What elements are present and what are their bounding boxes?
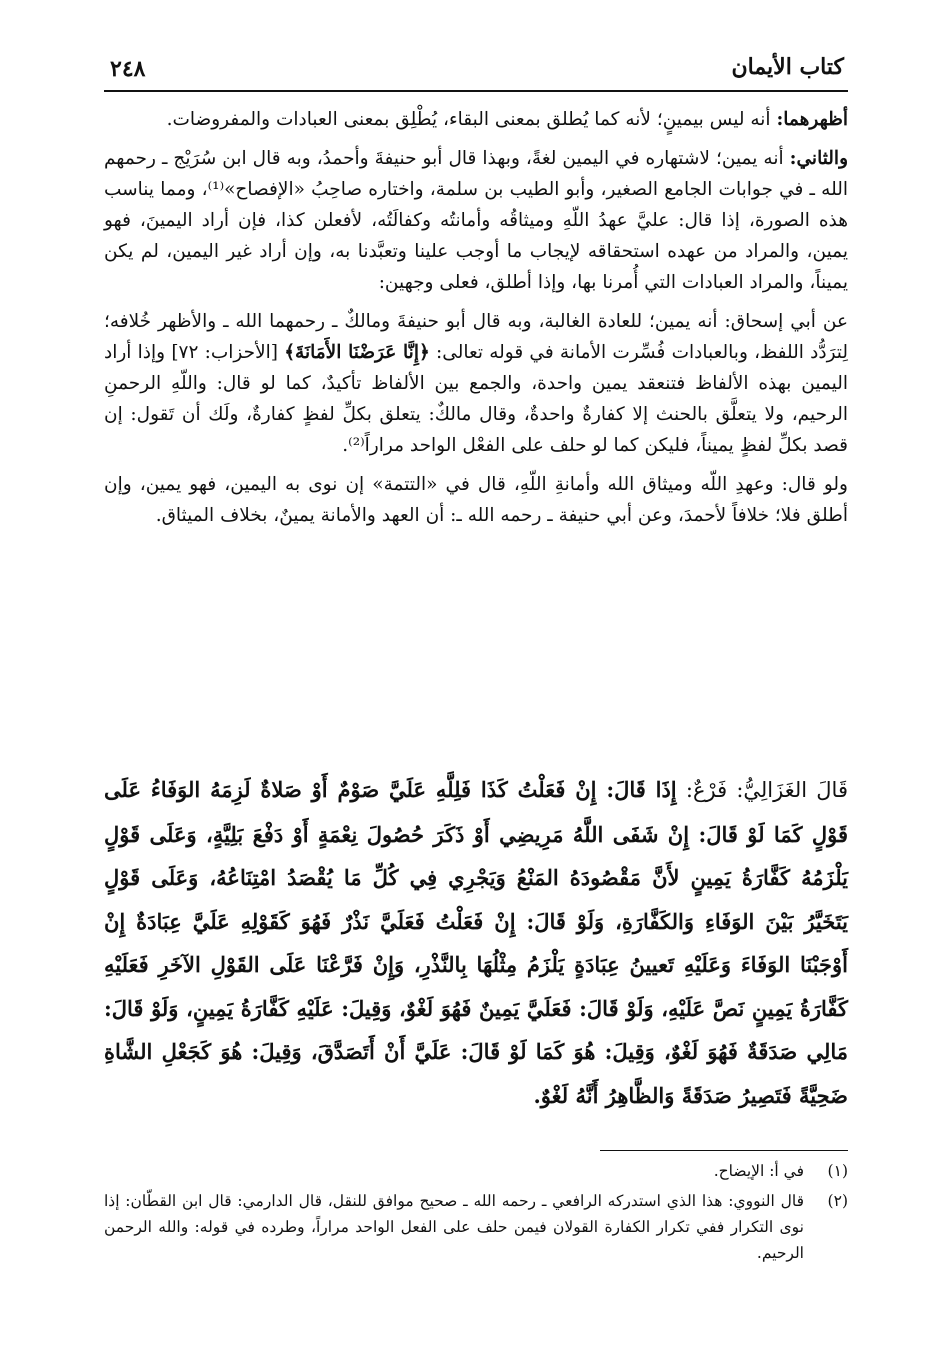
paragraph-1 xyxy=(104,104,848,135)
matn-paragraph xyxy=(104,768,848,1117)
paragraph-text: [الأحزاب: ٧٢] وإذا أراد اليمين بهذه الألفاظ فتنعقد يمين واحدة، والجمع بين الألفاظ تأكيدٌ، كما لو قال: واللّهِ الرحمنِ الرحيم، ولا يتعلَّق بالحنث إلا كفارةٌ واحدةٌ، وقال مالكٌ: يتعلق بكلِّ لفظٍ كفارةٌ، ولَك أن تَقول: إن قصد بكلِّ لفظٍ يميناً، فليكن كما لو حلف على الفعْل الواحد مراراً⁽²⁾. xyxy=(104,342,848,456)
footnote-text: في أ: الإيضاح. xyxy=(713,1162,804,1180)
matn-text xyxy=(104,768,848,1117)
footnote xyxy=(104,1188,848,1266)
commentary-text xyxy=(104,104,848,539)
quran-quote: ﴿إِنَّا عَرَضْنَا الأَمَانَةَ﴾ xyxy=(284,342,430,363)
paragraph-text: ولو قال: وعهدِ اللّه وميثاق الله وأمانةِ اللّهِ، قال في «التتمة» إن نوى به اليمين، فهو يمين، وإن أطلق فلا؛ خلافاً لأحمدَ، وعن أبي حنيفة ـ رحمه الله ـ: أن العهد والأمانة يمينٌ، بخلاف الميثاق. xyxy=(104,474,848,526)
footnote xyxy=(104,1158,848,1184)
page-header xyxy=(104,46,848,92)
paragraph-lead: أظهرهما: xyxy=(776,109,848,130)
paragraph-3 xyxy=(104,306,848,461)
footnote-separator xyxy=(600,1150,848,1151)
paragraph-text: عن أبي إسحاق: أنه يمين؛ للعادة الغالبة، وبه قال أبو حنيفةَ ومالكٌ ـ رحمهما الله ـ والأظهر خُلافه؛ لِترَدُّد اللفظ، وبالعبادات فُسِّرت الأمانة في قوله تعالى: xyxy=(104,311,848,363)
book-title: كتاب الأيمان xyxy=(731,54,844,80)
page-number: ٢٤٨ xyxy=(110,56,146,82)
paragraph-text: أنه ليس بيمينٍ؛ لأنه كما يُطلق بمعنى البقاء، يُطْلِق بمعنى العبادات والمفروضات. xyxy=(166,109,777,130)
footnotes xyxy=(104,1158,848,1270)
matn-intro: قَالَ الغَزَالِيُّ: فَرْعٌ: xyxy=(676,778,848,802)
matn-body: إِذَا قَالَ: إِنْ فَعَلْتُ كَذَا فَلِلَّهِ عَلَيَّ صَوْمٌ أَوْ صَلاةٌ لَزِمَهُ الوَفَاءُ عَلَى قَوْلٍ كَمَا لَوْ قَالَ: إِنْ شَفَى اللَّهُ مَرِيضِي أَوْ ذَكَرَ حُصُولَ نِعْمَةٍ أَوْ دَفْعَ بَلِيَّةٍ، وَعَلَى قَوْلٍ يَلْزَمُهُ كَفَّارَةُ يَمِينٍ لأَنَّ مَقْصُودَهُ المَنْعُ وَيَجْرِي فِي كُلِّ مَا يُقْصَدُ امْتِنَاعُهُ، وَعَلَى قَوْلٍ يَتَخَيَّرُ بَيْنَ الوَفَاءِ وَالكَفَّارَةِ، وَلَوْ قَالَ: إِنْ فَعَلْتُ فَعَلَيَّ نَذْرٌ فَهُوَ كَقَوْلِهِ عَلَيَّ عِبَادَةٌ إِنْ أَوْجَبْنَا الوَفَاءَ وَعَلَيْهِ تَعيينُ عِبَادَةٍ يَلْزَمُ مِثْلُهَا بِالنَّذْرِ، وَإِنْ فَرَّعْنَا عَلَى القَوْلِ الآخَرِ فَعَلَيْهِ كَفَّارَةُ يَمِينٍ نَصَّ عَلَيْهِ، وَلَوْ قَالَ: فَعَلَيَّ يَمِينٌ فَهُوَ لَغْوٌ، وَقِيلَ: عَلَيْهِ كَفَّارَةُ يَمِينٍ، وَلَوْ قَالَ: مَالِي صَدَقَةٌ فَهُوَ لَغْوٌ، وَقِيلَ: هُوَ كَمَا لَوْ قَالَ: عَلَيَّ أَنْ أَتَصَدَّقَ، وَقِيلَ: هُوَ كَجَعْلِ الشَّاةِ ضَحِيَّةً فَتَصِيرُ صَدَقَةً وَالظَّاهِرُ أَنَّهُ لَغْوٌ. xyxy=(104,777,848,1108)
footnote-number: (١) xyxy=(827,1162,848,1180)
paragraph-2 xyxy=(104,143,848,298)
footnote-number: (٢) xyxy=(827,1192,848,1210)
paragraph-text: أنه يمين؛ لاشتهاره في اليمين لغةً، وبهذا قال أبو حنيفةَ وأحمدُ، وبه قال ابن سُرَيْج ـ رحمهم الله ـ في جوابات الجامع الصغير، وأبو الطيب بن سلمة، واختاره صاحِبُ «الإفصاح»⁽¹⁾، ومما يناسب هذه الصورة، إذا قال: عليَّ عهدُ اللّهِ وميثاقُه وأمانتُه وكفالَتُه، لأفعلن كذا، فإن أراد اليمينَ، فهو يمين، والمراد من عهده استحقاقه لإيجاب ما أوجب علينا وتعبَّدنا به، وإن أراد غير اليمين، لم يكن يميناً، والمراد العبادات التي أُمرنا بها، وإذا أطلق، فعلى وجهين: xyxy=(104,148,848,293)
paragraph-lead: والثاني: xyxy=(789,148,848,169)
paragraph-4 xyxy=(104,469,848,531)
footnote-text: قال النووي: هذا الذي استدركه الرافعي ـ رحمه الله ـ صحيح موافق للنقل، قال الدارمي: قال ابن القطّان: إذا نوى التكرار ففي تكرار الكفارة القولان فيمن حلف على الفعل الواحد مراراً، وطرده في قوله: والله الرحمن الرحيم. xyxy=(104,1192,804,1262)
